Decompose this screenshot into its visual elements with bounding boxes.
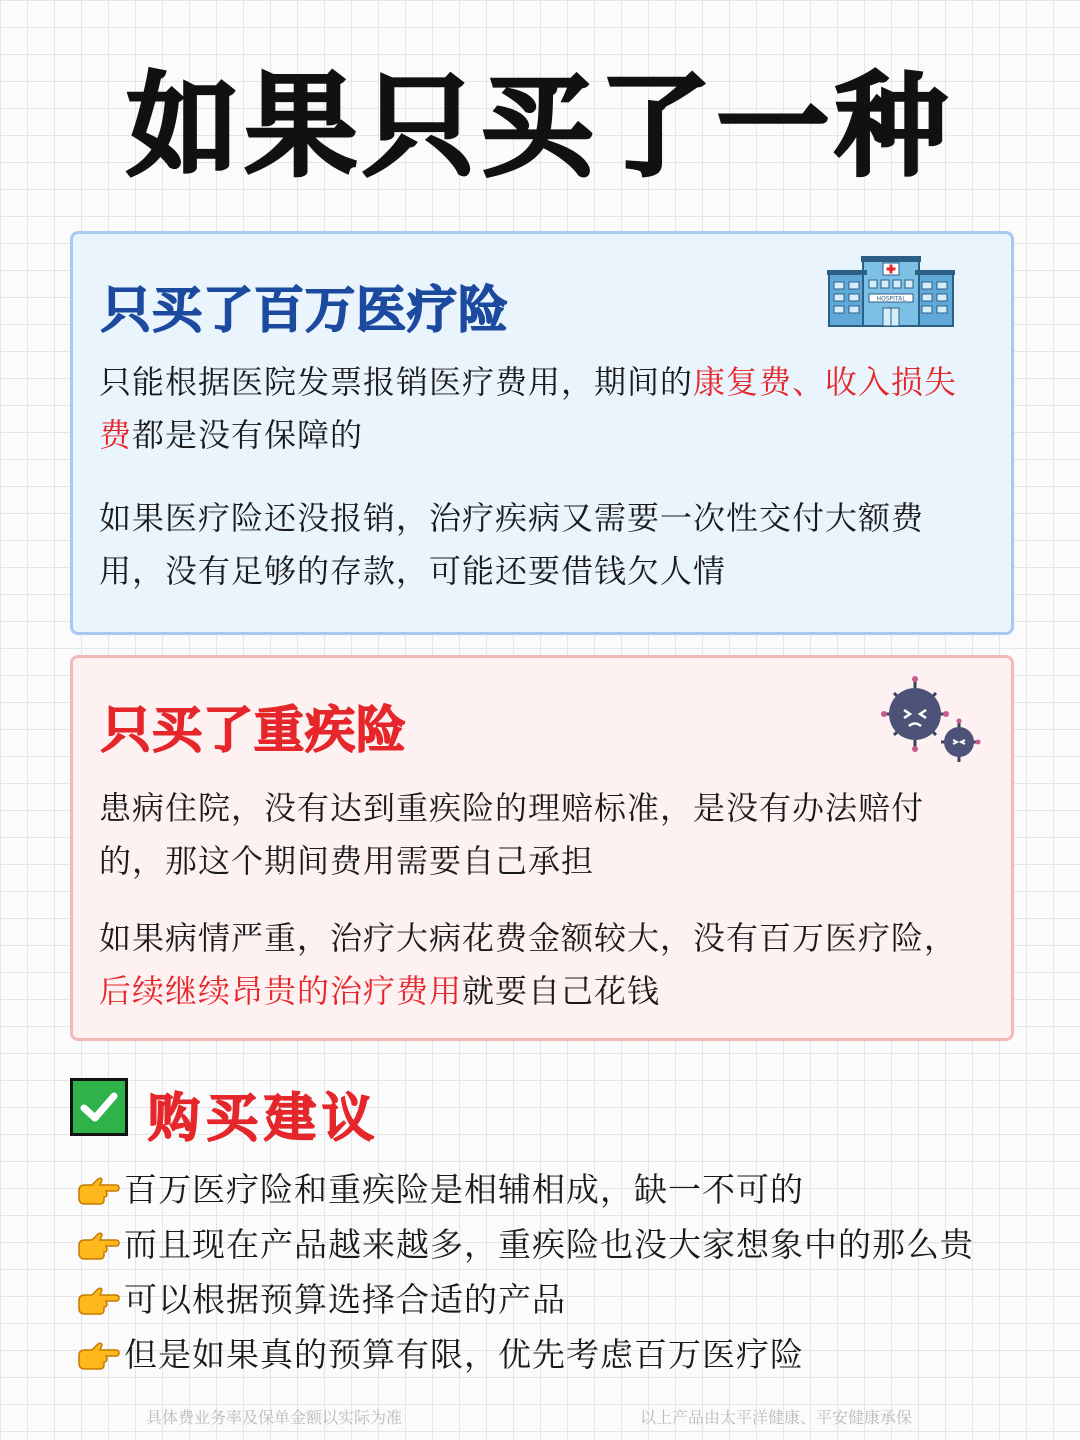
critical-p2-text-a: 如果病情严重，治疗大病花费金额较大，没有百万医疗险， <box>99 919 958 957</box>
hospital-icon <box>827 254 955 330</box>
footer-disclaimer-left: 具体费业务率及保单金额以实际为准 <box>146 1408 403 1427</box>
pointing-hand-icon <box>76 1341 120 1371</box>
medical-p1-text-b: 都是没有保障的 <box>132 416 364 454</box>
footer-disclaimer-right: 以上产品由太平洋健康、平安健康承保 <box>640 1408 913 1427</box>
medical-p1-highlight: 康复费、收入损失费 <box>99 363 958 454</box>
page-title: 如果只买了一种 <box>127 62 953 192</box>
pointing-hand-icon <box>76 1176 120 1206</box>
critical-card-paragraph-1: 患病住院，没有达到重疾险的理赔标准，是没有办法赔付的，那这个期间费用需要自己承担 <box>99 789 925 880</box>
critical-card-paragraph-2 <box>99 912 989 1018</box>
list-item <box>76 1162 1066 1217</box>
pointing-hand-icon <box>76 1231 120 1261</box>
critical-illness-card <box>70 655 1014 1041</box>
list-item <box>76 1217 1066 1272</box>
critical-p2-text-b: 就要自己花钱 <box>462 972 661 1010</box>
list-item <box>76 1272 1066 1327</box>
hospital-sign-text: HOSPITAL <box>876 295 906 303</box>
medical-p1-text-a: 只能根据医院发票报销医疗费用，期间的 <box>99 363 694 401</box>
tip-text: 百万医疗险和重疾险是相辅相成，缺一不可的 <box>124 1170 804 1209</box>
check-icon <box>70 1078 128 1136</box>
advice-title: 购买建议 <box>148 1089 381 1149</box>
tip-text: 可以根据预算选择合适的产品 <box>124 1280 566 1319</box>
tip-text: 而且现在产品越来越多，重疾险也没大家想象中的那么贵 <box>124 1225 974 1264</box>
list-item <box>76 1327 1066 1382</box>
medical-card-heading: 只买了百万医疗险 <box>101 281 509 339</box>
advice-list <box>76 1162 1066 1382</box>
virus-icon <box>875 674 987 770</box>
medical-card-paragraph-2: 如果医疗险还没报销，治疗疾病又需要一次性交付大额费用，没有足够的存款，可能还要借钱欠人情 <box>99 499 925 590</box>
pointing-hand-icon <box>76 1286 120 1316</box>
critical-card-heading: 只买了重疾险 <box>101 701 407 759</box>
tip-text: 但是如果真的预算有限，优先考虑百万医疗险 <box>124 1335 804 1374</box>
medical-insurance-card <box>70 231 1014 635</box>
critical-p2-highlight: 后续继续昂贵的治疗费用 <box>99 972 463 1010</box>
medical-card-paragraph-1 <box>99 356 989 462</box>
